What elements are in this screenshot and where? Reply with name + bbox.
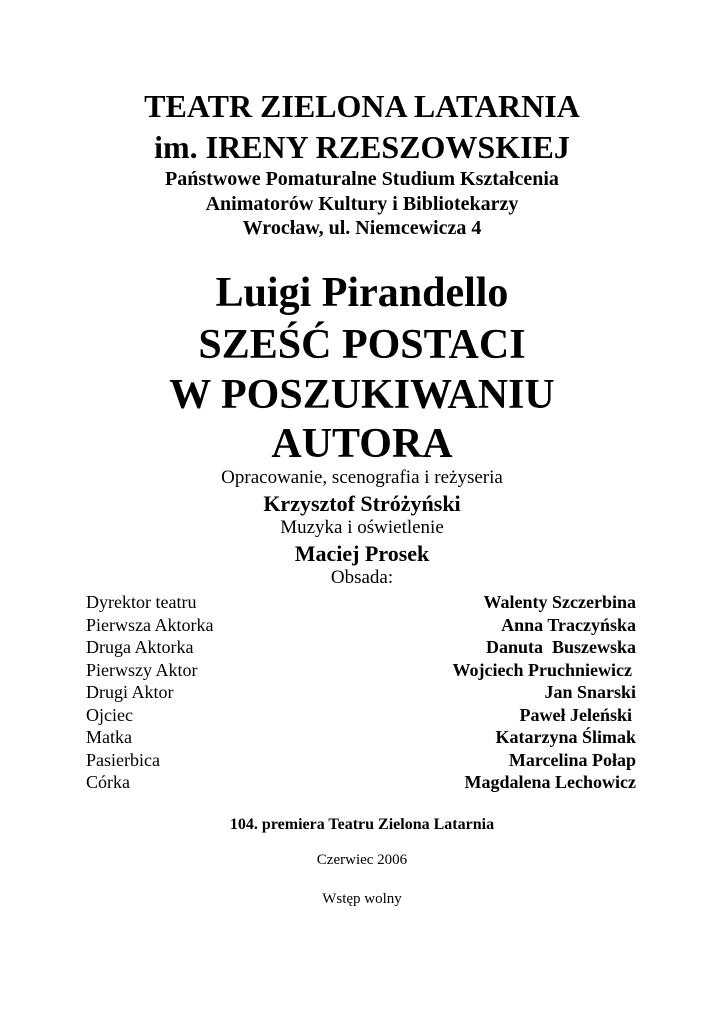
cast-row <box>86 659 636 682</box>
cast-actor: Marcelina Połap <box>508 749 636 770</box>
cast-role: Pierwszy Aktor <box>86 659 198 680</box>
cast-row <box>86 726 636 749</box>
premiere-note: 104. premiera Teatru Zielona Latarnia <box>229 816 495 833</box>
cast-row <box>86 681 636 704</box>
cast-actor: Anna Traczyńska <box>501 614 636 635</box>
cast-row <box>86 771 636 794</box>
cast-row <box>86 591 636 614</box>
direction-label: Opracowanie, scenografia i reżyseria <box>221 467 503 488</box>
cast-role: Ojciec <box>86 704 133 725</box>
cast-row <box>86 614 636 637</box>
cast-role: Matka <box>86 727 132 747</box>
cast-row <box>86 636 636 659</box>
cast-actor: Walenty Szczerbina <box>483 592 636 612</box>
premiere-date: Czerwiec 2006 <box>316 852 408 868</box>
cast-role: Druga Aktorka <box>86 637 194 657</box>
director-name: Krzysztof Stróżyński <box>263 491 461 516</box>
cast-role: Pierwsza Aktorka <box>86 614 214 635</box>
cast-row <box>86 704 636 727</box>
cast-actor: Katarzyna Ślimak <box>495 727 636 747</box>
cast-label: Obsada: <box>330 567 394 588</box>
cast-actor: Wojciech Pruchniewicz <box>452 659 632 680</box>
cast-role: Pasierbica <box>86 749 160 770</box>
play-title-line-3: AUTORA <box>271 421 453 467</box>
cast-list <box>86 591 636 794</box>
music-by-name: Maciej Prosek <box>294 541 430 566</box>
play-title-line-1: SZEŚĆ POSTACI <box>198 322 526 368</box>
cast-role: Drugi Aktor <box>86 682 174 702</box>
theatre-name: TEATR ZIELONA LATARNIA <box>144 88 580 124</box>
institution-line-2: Animatorów Kultury i Bibliotekarzy <box>205 193 519 215</box>
address: Wrocław, ul. Niemcewicza 4 <box>242 217 482 239</box>
institution-line-1: Państwowe Pomaturalne Studium Kształcenia <box>165 168 559 190</box>
music-label: Muzyka i oświetlenie <box>280 517 444 538</box>
cast-role: Dyrektor teatru <box>86 592 197 612</box>
cast-actor: Jan Snarski <box>544 682 636 702</box>
cast-actor: Magdalena Lechowicz <box>464 772 636 792</box>
theatre-patron: im. IRENY RZESZOWSKIEJ <box>154 129 570 165</box>
play-title-line-2: W POSZUKIWANIU <box>169 372 555 418</box>
cast-actor: Danuta Buszewska <box>485 637 636 657</box>
cast-role: Córka <box>86 772 130 792</box>
cast-actor: Paweł Jeleński <box>519 704 632 725</box>
cast-row <box>86 749 636 772</box>
play-author: Luigi Pirandello <box>215 270 509 316</box>
admission-note: Wstęp wolny <box>322 891 402 907</box>
